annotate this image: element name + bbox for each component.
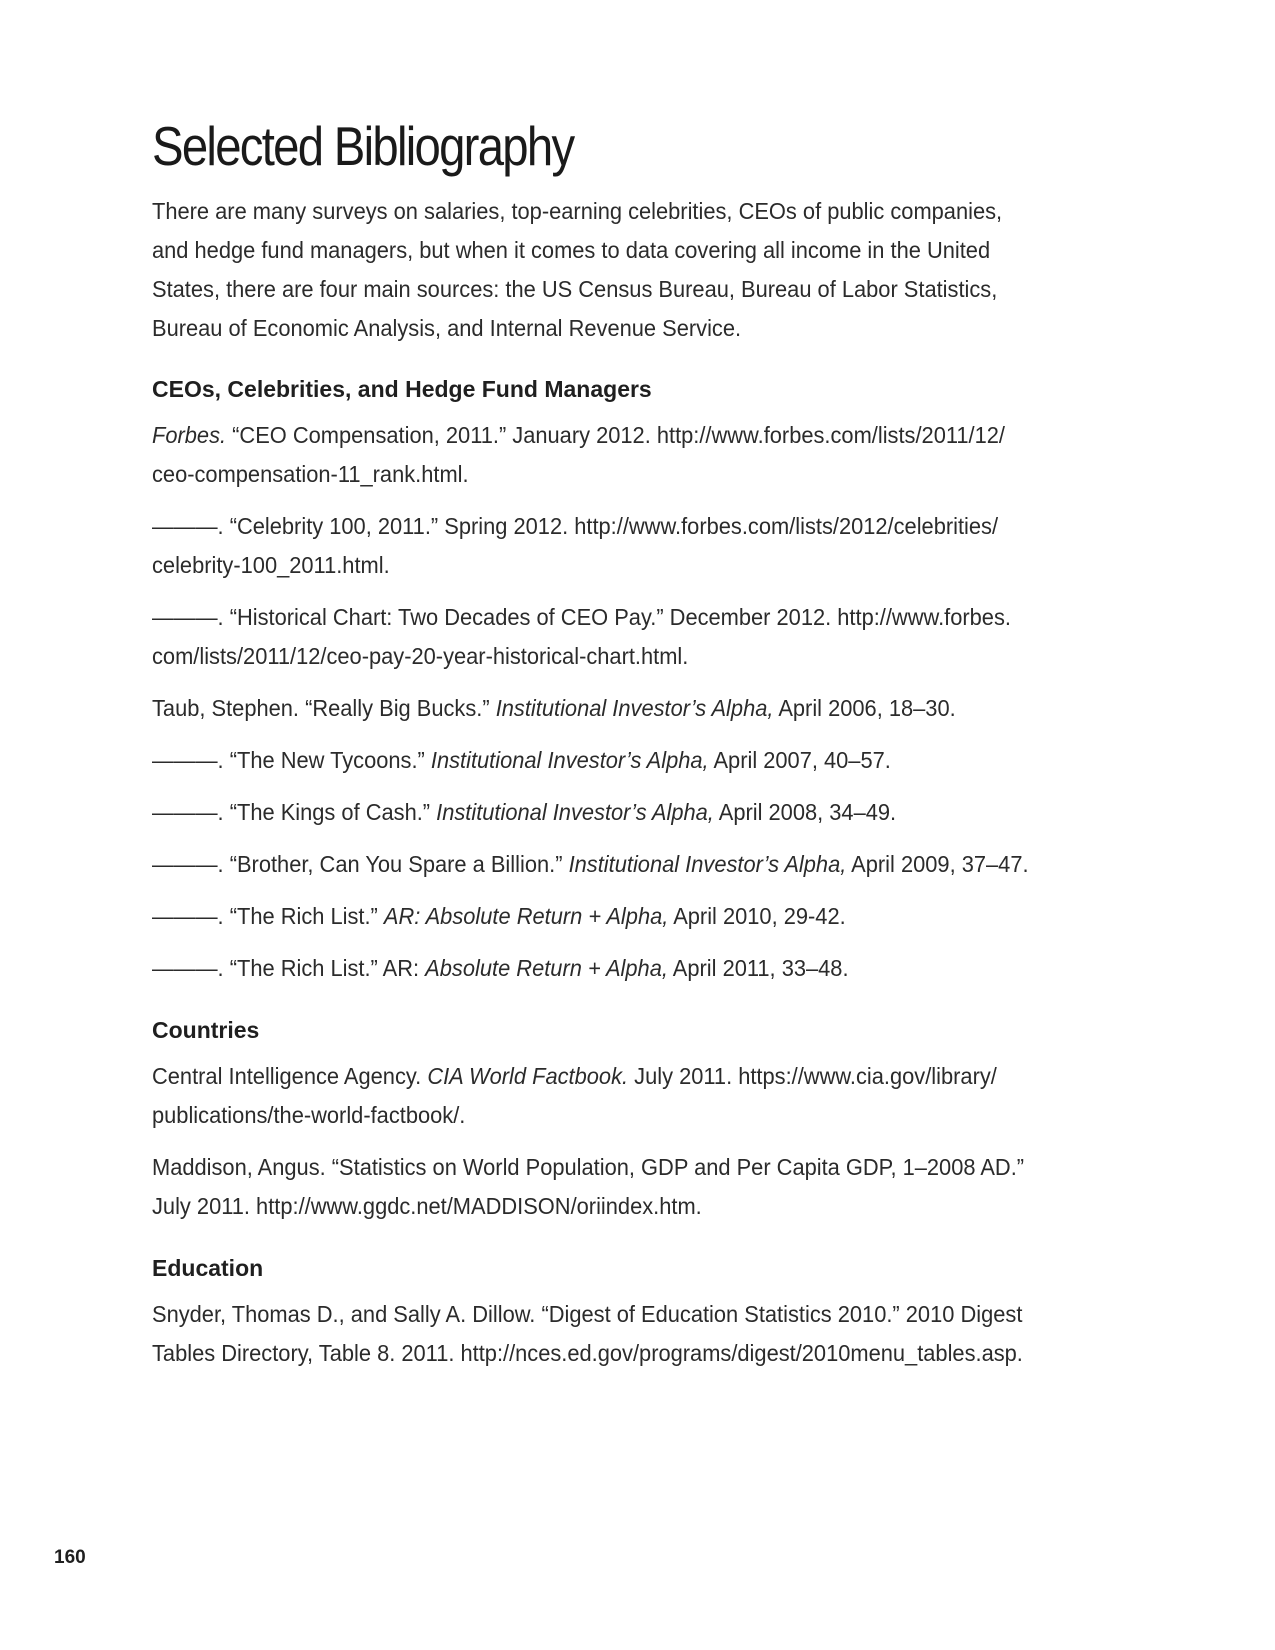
entry-text: publications/the-world-factbook/. [152, 1102, 466, 1128]
entry-text: com/lists/2011/12/ceo-pay-20-year-historical-chart.html. [152, 643, 689, 669]
bib-entry [152, 1295, 1132, 1373]
bib-entry [152, 845, 1132, 884]
bib-entry [152, 793, 1132, 832]
bib-entry [152, 949, 1132, 988]
entry-text: Central Intelligence Agency. [152, 1063, 428, 1089]
entry-text: Maddison, Angus. “Statistics on World Population, GDP and Per Capita GDP, 1–2008 AD.” [152, 1154, 1025, 1180]
entry-text: April 2007, 40–57. [708, 747, 891, 773]
intro-paragraph [152, 192, 1132, 348]
entry-text: ———. “The Kings of Cash.” [152, 799, 437, 825]
bib-entry [152, 689, 1132, 728]
entry-text: ———. “The Rich List.” AR: [152, 955, 426, 981]
bib-entry [152, 507, 1132, 585]
entry-text: April 2009, 37–47. [846, 851, 1029, 877]
entry-text: April 2006, 18–30. [773, 695, 956, 721]
entry-text: April 2008, 34–49. [713, 799, 897, 825]
bib-entry [152, 1057, 1132, 1135]
entry-text: Tables Directory, Table 8. 2011. http://nces.ed.gov/programs/digest/2010menu_tables.asp. [152, 1340, 1023, 1366]
entry-text: ceo-compensation-11_rank.html. [152, 461, 469, 487]
entry-text: “CEO Compensation, 2011.” January 2012. http://www.forbes.com/lists/2011/12/ [226, 422, 1005, 448]
entry-text: ———. “The New Tycoons.” [152, 747, 431, 773]
entry-text: April 2011, 33–48. [667, 955, 849, 981]
entry-text: July 2011. http://www.ggdc.net/MADDISON/oriindex.htm. [152, 1193, 702, 1219]
source-title: CIA World Factbook. [427, 1063, 629, 1089]
source-title: Institutional Investor’s Alpha, [436, 799, 714, 825]
entry-text: ———. “Historical Chart: Two Decades of CEO Pay.” December 2012. http://www.forbes. [152, 604, 1011, 630]
entry-text: ———. “The Rich List.” [152, 903, 384, 929]
intro-line: States, there are four main sources: the US Census Bureau, Bureau of Labor Statistics, [152, 276, 998, 302]
section-spacer [152, 1001, 1132, 1013]
entry-text: ———. “Brother, Can You Spare a Billion.” [152, 851, 569, 877]
section-spacer [152, 1239, 1132, 1251]
bib-entry [152, 416, 1132, 494]
intro-line: There are many surveys on salaries, top-earning celebrities, CEOs of public companies, [152, 198, 1003, 224]
bib-entry [152, 897, 1132, 936]
entry-text: July 2011. https://www.cia.gov/library/ [628, 1063, 997, 1089]
entry-text: April 2010, 29-42. [668, 903, 846, 929]
bib-entry [152, 1148, 1132, 1226]
entry-text: ———. “Celebrity 100, 2011.” Spring 2012. http://www.forbes.com/lists/2012/celebrities/ [152, 513, 999, 539]
entry-text: Taub, Stephen. “Really Big Bucks.” [152, 695, 496, 721]
intro-line: Bureau of Economic Analysis, and Internal Revenue Service. [152, 315, 742, 341]
source-title: Institutional Investor’s Alpha, [430, 747, 709, 773]
intro-line: and hedge fund managers, but when it comes to data covering all income in the United [152, 237, 991, 263]
page-title: Selected Bibliography [152, 115, 574, 177]
section-heading-education: Education [152, 1255, 264, 1281]
entry-text: celebrity-100_2011.html. [152, 552, 390, 578]
source-title: AR: Absolute Return + Alpha, [383, 903, 669, 929]
entry-text: Snyder, Thomas D., and Sally A. Dillow. “Digest of Education Statistics 2010.” 2010 Digest [152, 1301, 1023, 1327]
section-heading-countries: Countries [152, 1017, 260, 1043]
page-number: 160 [54, 1547, 86, 1568]
source-title: Absolute Return + Alpha, [425, 955, 668, 981]
bib-entry [152, 598, 1132, 676]
bib-entry [152, 741, 1132, 780]
source-title: Institutional Investor’s Alpha, [568, 851, 847, 877]
source-title: Forbes. [152, 422, 227, 448]
section-heading-ceos: CEOs, Celebrities, and Hedge Fund Managers [152, 376, 652, 402]
bibliography-page [152, 110, 1132, 1386]
source-title: Institutional Investor’s Alpha, [495, 695, 774, 721]
